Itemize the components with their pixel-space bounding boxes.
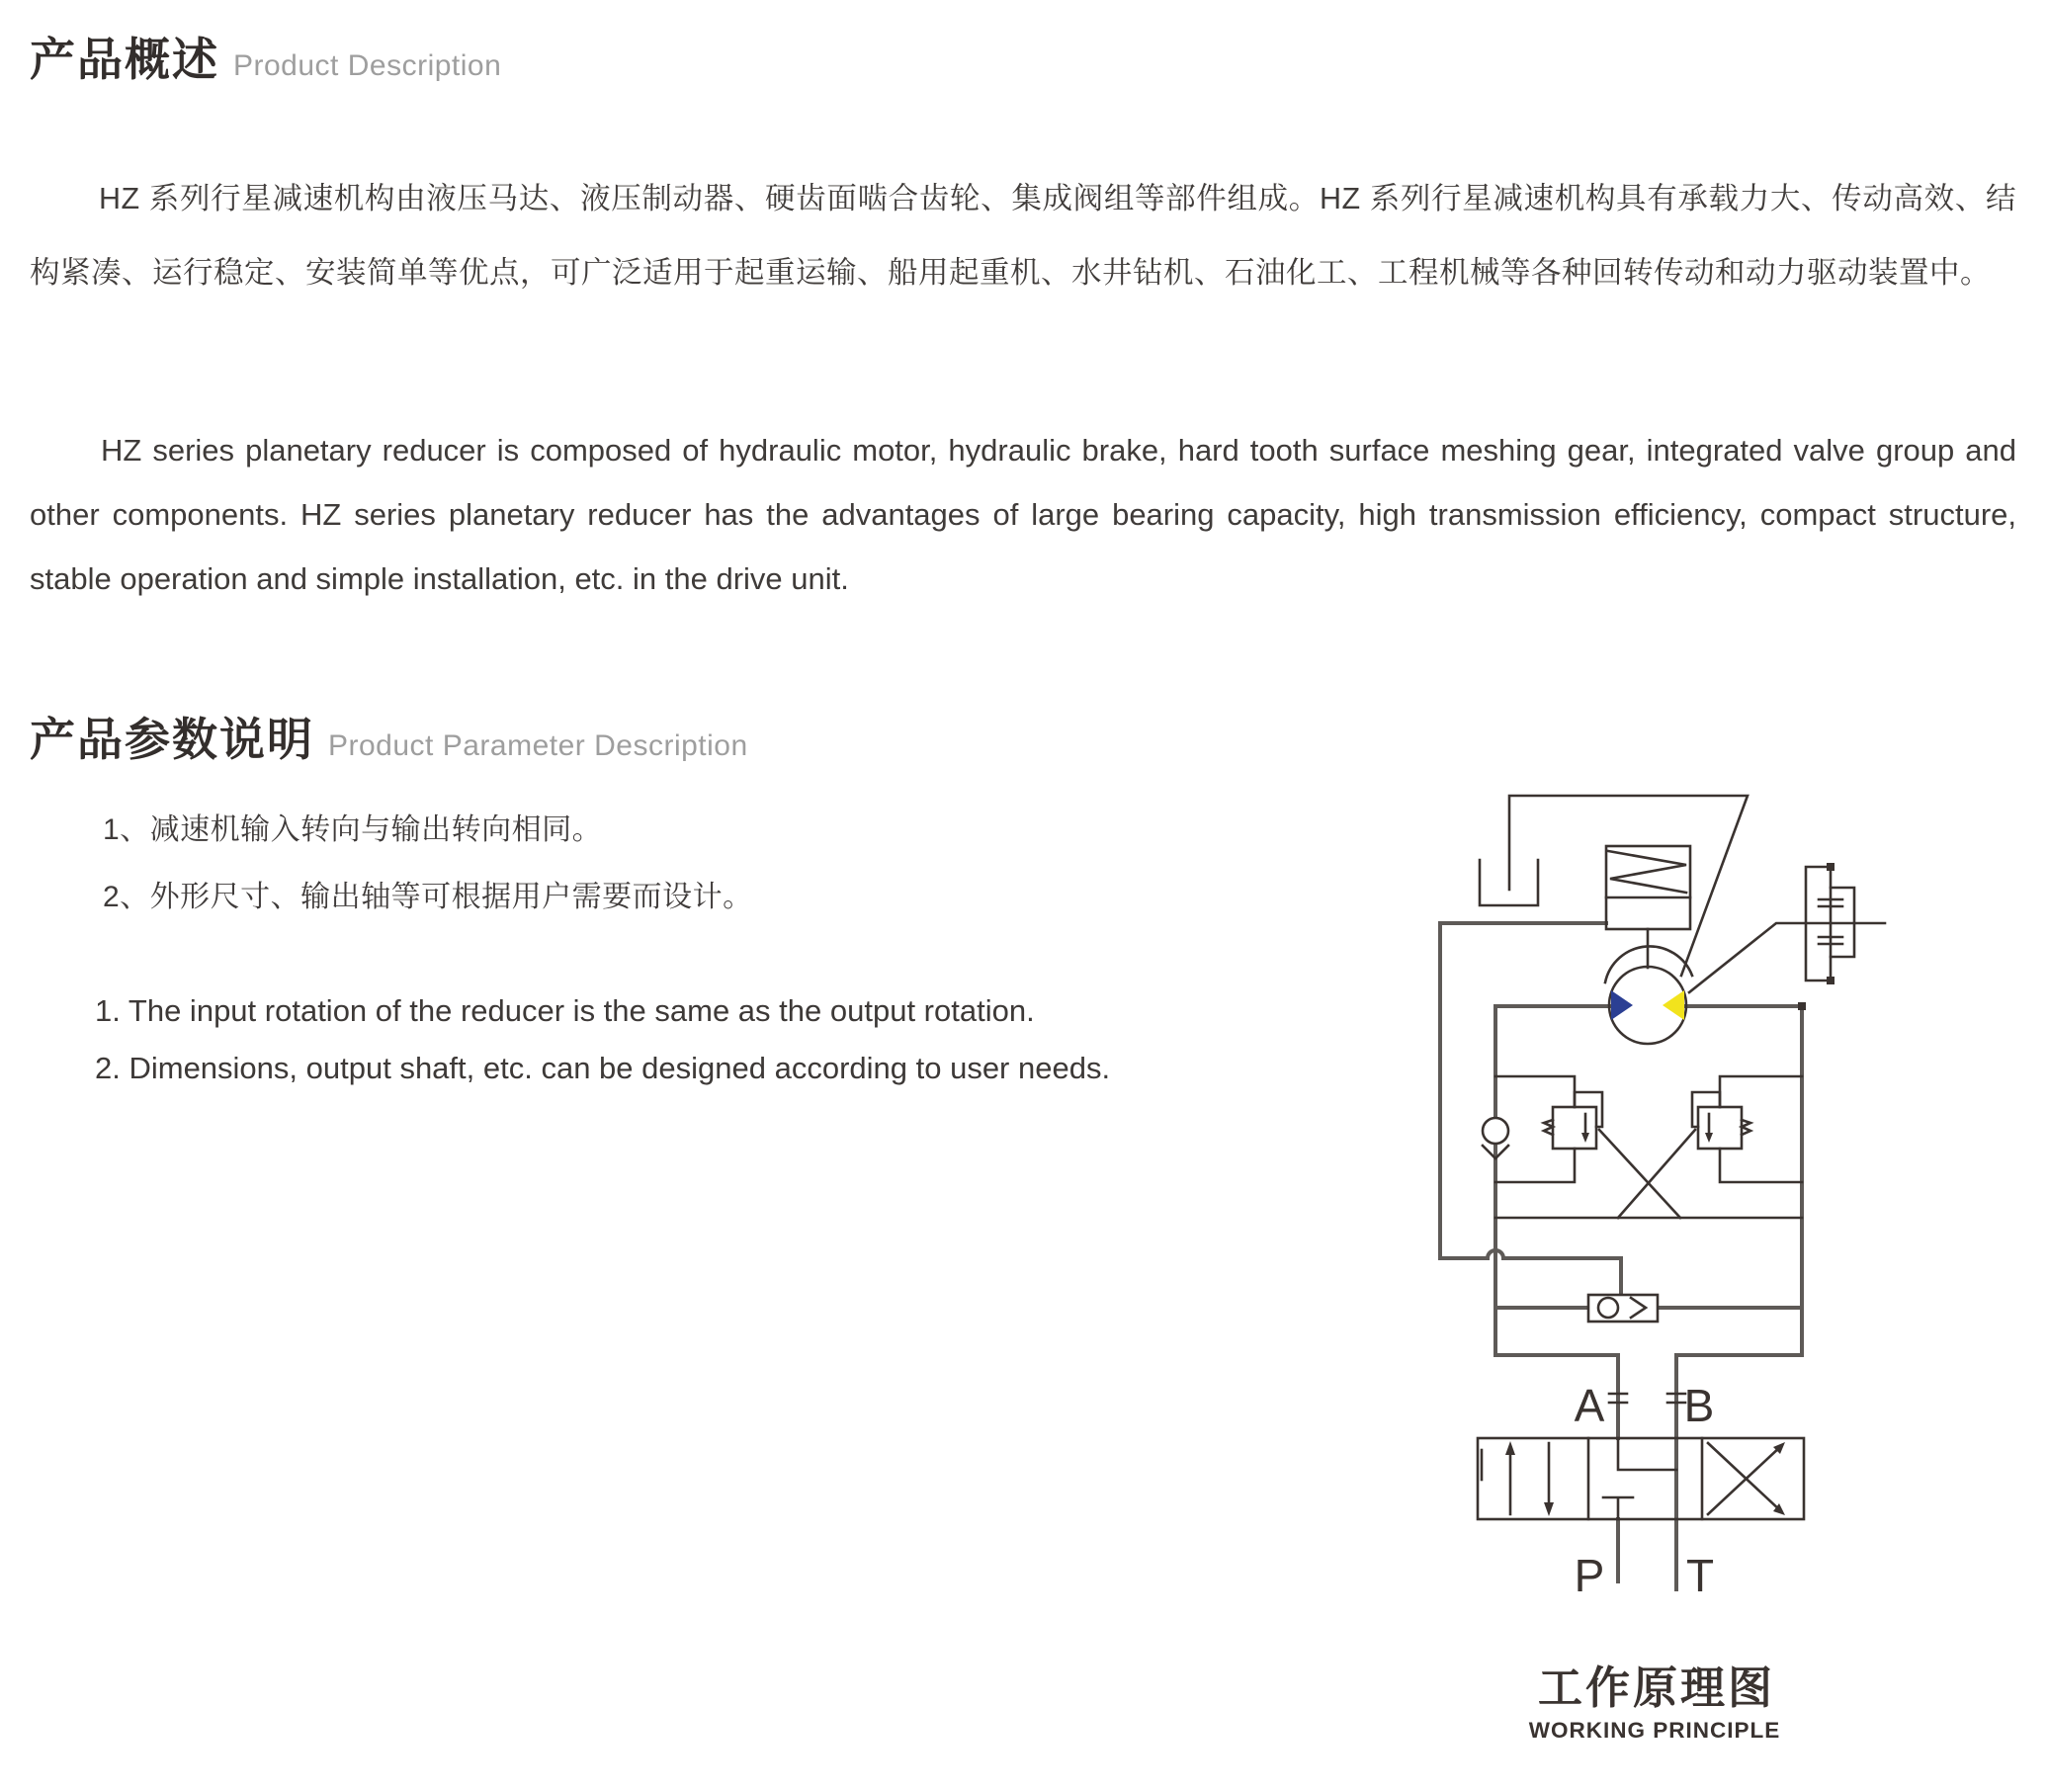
port-label-b: B xyxy=(1683,1380,1715,1431)
diagram-caption-zh: 工作原理图 xyxy=(1537,1663,1776,1713)
motor-inlet-triangle xyxy=(1611,990,1633,1020)
note-item: 2. Dimensions, output shaft, etc. can be designed according to user needs. xyxy=(95,1051,1111,1085)
motor-outlet-triangle xyxy=(1663,990,1684,1020)
schematic-lines xyxy=(1478,796,1885,1519)
product-parameter-heading xyxy=(30,704,748,769)
heading-zh: 产品概述 xyxy=(30,34,219,85)
diagram-caption-en: WORKING PRINCIPLE xyxy=(1528,1718,1781,1743)
overview-paragraph-zh: HZ 系列行星减速机构由液压马达、液压制动器、硬齿面啮合齿轮、集成阀组等部件组成。HZ 系列行星减速机构具有承载力大、传动高效、结构紧凑、运行稳定、安装简单等优点，可广泛适用于起重运输、船用起重机、水井钻机、石油化工、工程机械等各种回转传动和动力驱动装置中。 xyxy=(30,181,2016,290)
hydraulic-schematic xyxy=(1423,781,1898,1769)
port-label-p: P xyxy=(1574,1550,1605,1601)
heading-zh: 产品参数说明 xyxy=(30,714,314,765)
counterbalance-valve-left xyxy=(1553,1107,1596,1149)
heading-en: Product Description xyxy=(233,49,502,82)
heading-en: Product Parameter Description xyxy=(328,729,748,762)
overview-paragraph-en: HZ series planetary reducer is composed of hydraulic motor, hydraulic brake, hard tooth surface meshing gear, integrated valve group and other components. HZ series planetary reducer has the advantages of large bearing capacity, high transmission efficiency, compact structure, stable operation and simple installation, etc. in the drive unit. xyxy=(30,433,2016,596)
flow-lines xyxy=(1440,923,1802,1589)
parameter-notes-zh xyxy=(103,797,753,931)
note-item: 1、减速机输入转向与输出转向相同。 xyxy=(103,813,603,846)
counterbalance-valve-right xyxy=(1698,1107,1742,1149)
note-item: 2、外形尺寸、输出轴等可根据用户需要而设计。 xyxy=(103,881,753,913)
parameter-notes-en xyxy=(95,982,1110,1097)
directional-valve-symbol xyxy=(1478,1438,1804,1519)
port-label-t: T xyxy=(1685,1550,1715,1601)
schematic-marks xyxy=(1505,863,1835,1516)
check-valve-symbol xyxy=(1483,1118,1508,1144)
note-item: 1. The input rotation of the reducer is the same as the output rotation. xyxy=(95,993,1035,1028)
port-label-a: A xyxy=(1574,1380,1605,1431)
product-description-heading xyxy=(30,24,501,89)
